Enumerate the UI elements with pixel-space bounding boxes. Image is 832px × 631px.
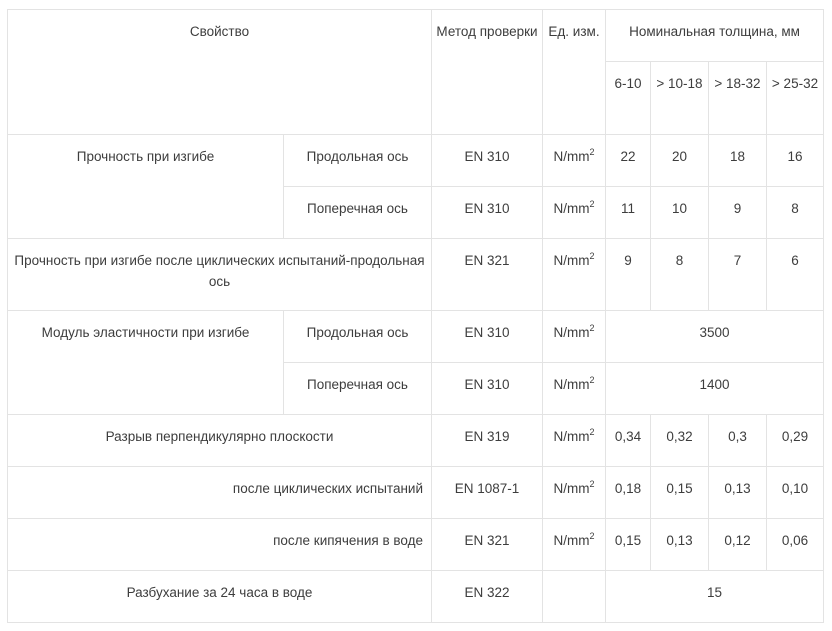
table-row: [8, 415, 824, 467]
value-cell: 3500: [606, 311, 824, 363]
value-cell: 0,15: [606, 519, 651, 571]
value-cell: 0,3: [709, 415, 767, 467]
value-cell: 11: [606, 187, 651, 239]
value-cell: 0,06: [767, 519, 824, 571]
row-label-tensile-cyclic: после циклических испытаний: [8, 467, 432, 519]
method-cell: EN 1087-1: [432, 467, 543, 519]
value-cell: 0,34: [606, 415, 651, 467]
value-cell: 0,32: [651, 415, 709, 467]
table-row: [8, 571, 824, 623]
value-cell: 0,15: [651, 467, 709, 519]
header-thickness-1: 6-10: [606, 62, 651, 135]
unit-cell: $N/mm^2$: [543, 415, 606, 467]
value-cell: 1400: [606, 363, 824, 415]
value-cell: 10: [651, 187, 709, 239]
axis-label: Продольная ось: [284, 135, 432, 187]
unit-cell: $N/mm^2$: [543, 519, 606, 571]
axis-label: Поперечная ось: [284, 363, 432, 415]
value-cell: 22: [606, 135, 651, 187]
value-cell: 0,10: [767, 467, 824, 519]
value-cell: 8: [651, 239, 709, 311]
unit-cell: $N/mm^2$: [543, 135, 606, 187]
header-property: Свойство: [8, 10, 432, 135]
value-cell: 0,18: [606, 467, 651, 519]
value-cell: 20: [651, 135, 709, 187]
axis-label: Продольная ось: [284, 311, 432, 363]
value-cell: 6: [767, 239, 824, 311]
unit-cell: $N/mm^2$: [543, 187, 606, 239]
table-row: [8, 311, 824, 363]
method-cell: EN 310: [432, 311, 543, 363]
unit-cell: $N/mm^2$: [543, 311, 606, 363]
value-cell: 0,13: [651, 519, 709, 571]
header-row: [8, 10, 824, 62]
properties-table: [7, 9, 824, 623]
row-label-bend: Прочность при изгибе: [8, 135, 284, 239]
table-row: [8, 519, 824, 571]
row-label-tensile: Разрыв перпендикулярно плоскости: [8, 415, 432, 467]
value-cell: 16: [767, 135, 824, 187]
row-label-bend-cyclic: Прочность при изгибе после циклических испытаний-продольная ось: [8, 239, 432, 311]
method-cell: EN 321: [432, 519, 543, 571]
unit-cell: $N/mm^2$: [543, 467, 606, 519]
row-label-swelling: Разбухание за 24 часа в воде: [8, 571, 432, 623]
header-thickness-3: > 18-32: [709, 62, 767, 135]
value-cell: 18: [709, 135, 767, 187]
value-cell: 7: [709, 239, 767, 311]
header-thickness-4: > 25-32: [767, 62, 824, 135]
method-cell: EN 322: [432, 571, 543, 623]
header-unit: Ед. изм.: [543, 10, 606, 135]
properties-table-container: [7, 9, 824, 623]
row-label-modulus: Модуль эластичности при изгибе: [8, 311, 284, 415]
value-cell: 0,29: [767, 415, 824, 467]
row-label-tensile-boil: после кипячения в воде: [8, 519, 432, 571]
header-method: Метод проверки: [432, 10, 543, 135]
value-cell: 0,13: [709, 467, 767, 519]
table-row: [8, 135, 824, 187]
method-cell: EN 321: [432, 239, 543, 311]
table-row: [8, 239, 824, 311]
value-cell: 9: [606, 239, 651, 311]
method-cell: EN 310: [432, 135, 543, 187]
method-cell: EN 310: [432, 187, 543, 239]
value-cell: 0,12: [709, 519, 767, 571]
table-row: [8, 467, 824, 519]
value-cell: 15: [606, 571, 824, 623]
axis-label: Поперечная ось: [284, 187, 432, 239]
unit-cell: $N/mm^2$: [543, 363, 606, 415]
value-cell: 9: [709, 187, 767, 239]
unit-cell: $N/mm^2$: [543, 239, 606, 311]
header-nominal-thickness: Номинальная толщина, мм: [606, 10, 824, 62]
header-thickness-2: > 10-18: [651, 62, 709, 135]
unit-cell: [543, 571, 606, 623]
value-cell: 8: [767, 187, 824, 239]
method-cell: EN 319: [432, 415, 543, 467]
method-cell: EN 310: [432, 363, 543, 415]
